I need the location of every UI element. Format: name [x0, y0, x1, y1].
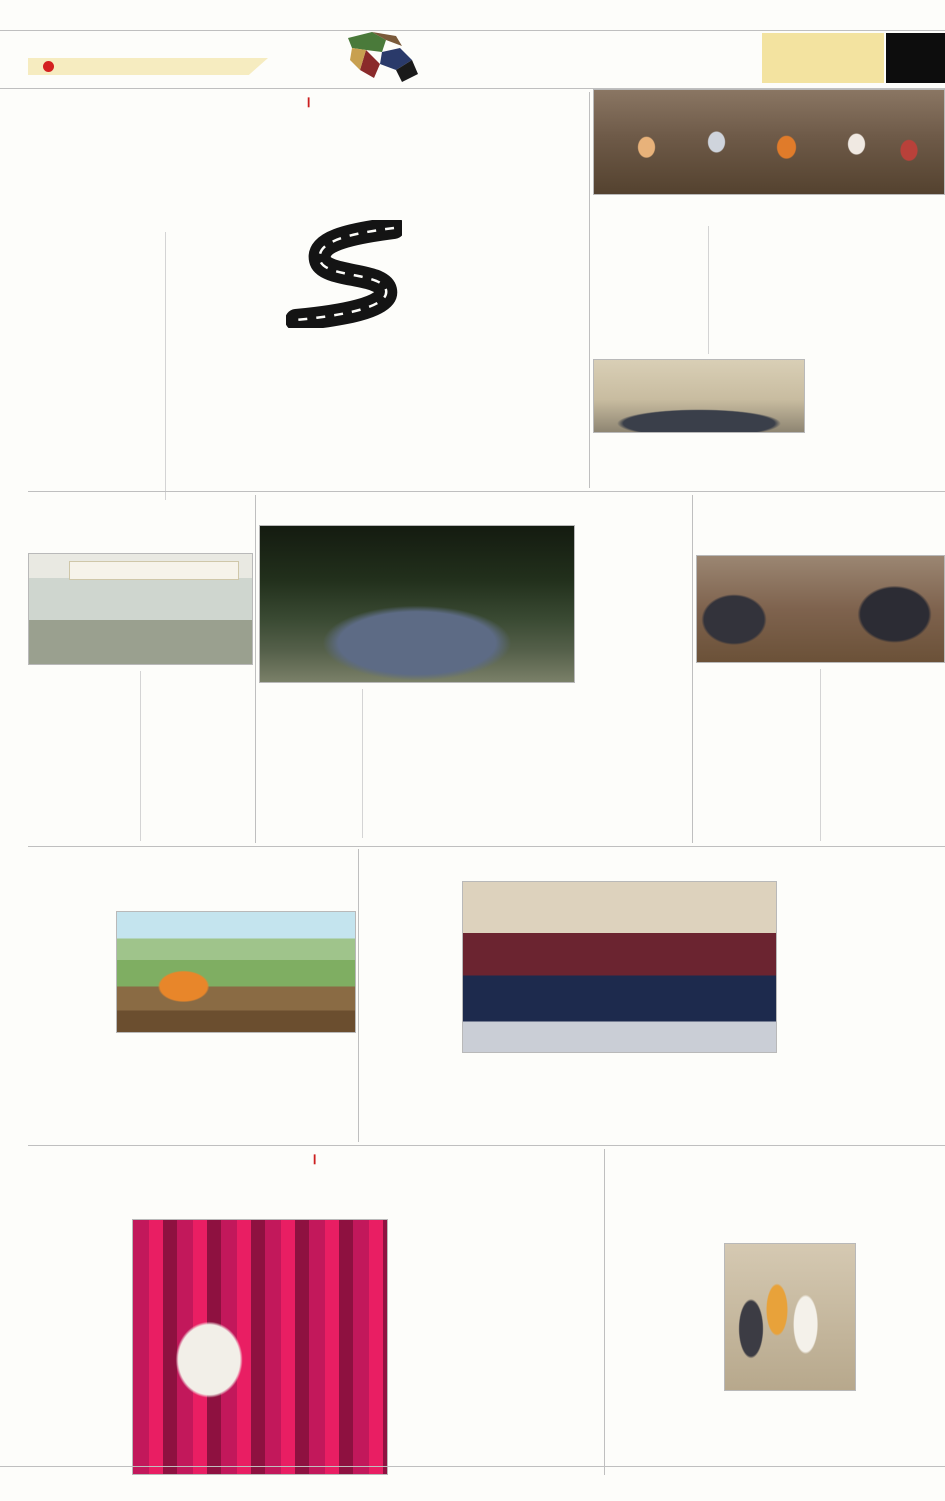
- divider: [604, 1149, 605, 1475]
- dukan-col-1: [28, 1219, 128, 1475]
- photo-dhamma-rally: [259, 525, 575, 683]
- photo-madat-handover: [696, 555, 945, 663]
- divider: [0, 1466, 945, 1467]
- bhagwant-col-1: [608, 1239, 720, 1475]
- dukan-headline: [28, 1173, 600, 1209]
- article-bhagwant: [608, 1149, 945, 1475]
- photo-eklavya-team: [28, 553, 253, 665]
- krida-headline: [362, 849, 945, 875]
- divider: [0, 30, 945, 31]
- dukan-col-3: [392, 1219, 492, 1475]
- krida-under-photo: [462, 1057, 777, 1142]
- divider: [28, 491, 945, 492]
- page-number: [886, 33, 945, 83]
- satkar-body: [593, 226, 945, 354]
- madat-body: [696, 669, 945, 841]
- bhagwant-col-3: [860, 1239, 945, 1475]
- dhamma-side-col: [581, 525, 689, 838]
- divider: [255, 495, 256, 843]
- article-satkar: [593, 89, 945, 488]
- divider: [28, 846, 945, 847]
- krida-col-4: [865, 881, 945, 1142]
- satkar-caption: [593, 439, 945, 487]
- photo-felicitation-crowd: [593, 89, 945, 195]
- epaper-icon: [43, 61, 54, 72]
- pul-left-col: [28, 911, 112, 1033]
- eklavya-body: [28, 671, 253, 841]
- divider: [358, 849, 359, 1142]
- lead-headline: [28, 118, 588, 222]
- bhagwant-under-photo: [724, 1397, 856, 1475]
- bhagwant-headline: [608, 1149, 945, 1233]
- dhamma-body: [259, 689, 575, 838]
- photo-school-group: [593, 359, 805, 433]
- dukan-kicker: ।: [311, 1150, 317, 1168]
- article-dukan: [28, 1149, 600, 1475]
- divider: [692, 495, 693, 843]
- article-dhamma: [259, 495, 689, 843]
- article-pul: [28, 849, 356, 1142]
- article-eklavya: [28, 495, 253, 843]
- photo-bhagwant-group: [724, 1243, 856, 1391]
- masthead-logo: [342, 30, 422, 84]
- pul-body: [28, 1039, 356, 1142]
- dhamma-headline: [259, 495, 689, 521]
- pul-headline: [28, 849, 356, 907]
- epaper-link[interactable]: [28, 58, 268, 75]
- photo-shop-interior: [132, 1219, 388, 1475]
- madat-headline: [696, 495, 945, 551]
- divider: [28, 1145, 945, 1146]
- satkar-side-col: [811, 359, 945, 433]
- eklavya-headline: [28, 495, 253, 547]
- dukan-col-4: [496, 1219, 600, 1475]
- krida-col-1: [362, 881, 457, 1142]
- krida-col-3: [782, 881, 860, 1142]
- satkar-headline: [593, 199, 945, 221]
- article-lead: [28, 92, 588, 490]
- brand-box: [762, 33, 884, 83]
- photo-bridge-work: [116, 911, 356, 1033]
- road-graphic: [286, 220, 402, 328]
- photo-school-winners: [462, 881, 777, 1053]
- article-krida: [362, 849, 945, 1142]
- divider: [589, 92, 590, 488]
- article-madat: [696, 495, 945, 843]
- lead-kicker: ।: [305, 93, 311, 111]
